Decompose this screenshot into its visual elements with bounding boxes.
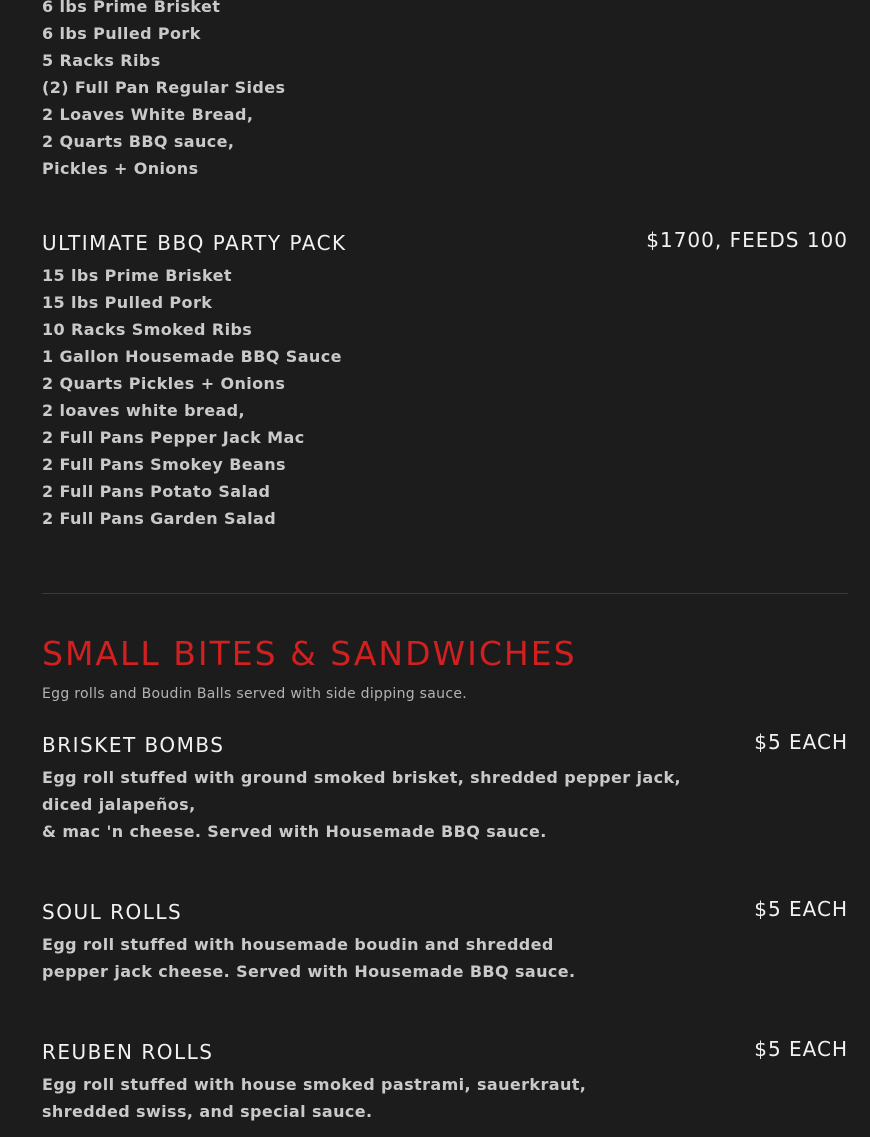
list-item: 2 Full Pans Garden Salad (42, 509, 277, 528)
item-description: Egg roll stuffed with housemade boudin and shredded pepper jack cheese. Served with Housemade BBQ sauce. (42, 935, 576, 981)
section-title: SMALL BITES & SANDWICHES (42, 634, 577, 673)
menu-item-reuben-rolls (42, 1035, 848, 1125)
list-item: 2 Full Pans Potato Salad (42, 482, 271, 501)
description-line: diced jalapeños, (42, 795, 196, 814)
list-item: 5 Racks Ribs (42, 51, 161, 70)
menu-item-brisket-bombs (42, 728, 848, 845)
list-item: 15 lbs Pulled Pork (42, 293, 213, 312)
description-line: Egg roll stuffed with ground smoked brisket, shredded pepper jack, (42, 768, 682, 787)
item-name: REUBEN ROLLS (42, 1040, 214, 1064)
party-pack-contents (42, 0, 848, 182)
list-item: Pickles + Onions (42, 159, 199, 178)
item-price: $1700, FEEDS 100 (646, 228, 848, 252)
list-item: 6 lbs Pulled Pork (42, 24, 201, 43)
menu-item-ultimate-party-pack (42, 226, 848, 532)
item-name: ULTIMATE BBQ PARTY PACK (42, 231, 347, 255)
item-description: Egg roll stuffed with house smoked pastrami, sauerkraut, shredded swiss, and special sauce. (42, 1075, 587, 1121)
list-item: 2 Quarts BBQ sauce, (42, 132, 235, 151)
section-divider (42, 593, 848, 594)
item-description (42, 764, 848, 845)
section-note: Egg rolls and Boudin Balls served with side dipping sauce. (42, 686, 467, 702)
list-item: 2 Loaves White Bread, (42, 105, 254, 124)
menu-item-soul-rolls (42, 895, 848, 985)
list-item: 1 Gallon Housemade BBQ Sauce (42, 347, 342, 366)
list-item: 15 lbs Prime Brisket (42, 266, 232, 285)
list-item: 2 Full Pans Pepper Jack Mac (42, 428, 305, 447)
item-price: $5 EACH (754, 1037, 848, 1061)
item-contents (42, 262, 848, 532)
list-item: 2 loaves white bread, (42, 401, 246, 420)
item-name: SOUL ROLLS (42, 900, 183, 924)
list-item: 2 Full Pans Smokey Beans (42, 455, 286, 474)
description-line: & mac 'n cheese. Served with Housemade BBQ sauce. (42, 822, 547, 841)
item-price: $5 EACH (754, 897, 848, 921)
list-item: 6 lbs Prime Brisket (42, 0, 221, 16)
list-item: 10 Racks Smoked Ribs (42, 320, 253, 339)
list-item: 2 Quarts Pickles + Onions (42, 374, 286, 393)
list-item: (2) Full Pan Regular Sides (42, 78, 286, 97)
item-price: $5 EACH (754, 730, 848, 754)
item-name: BRISKET BOMBS (42, 733, 225, 757)
